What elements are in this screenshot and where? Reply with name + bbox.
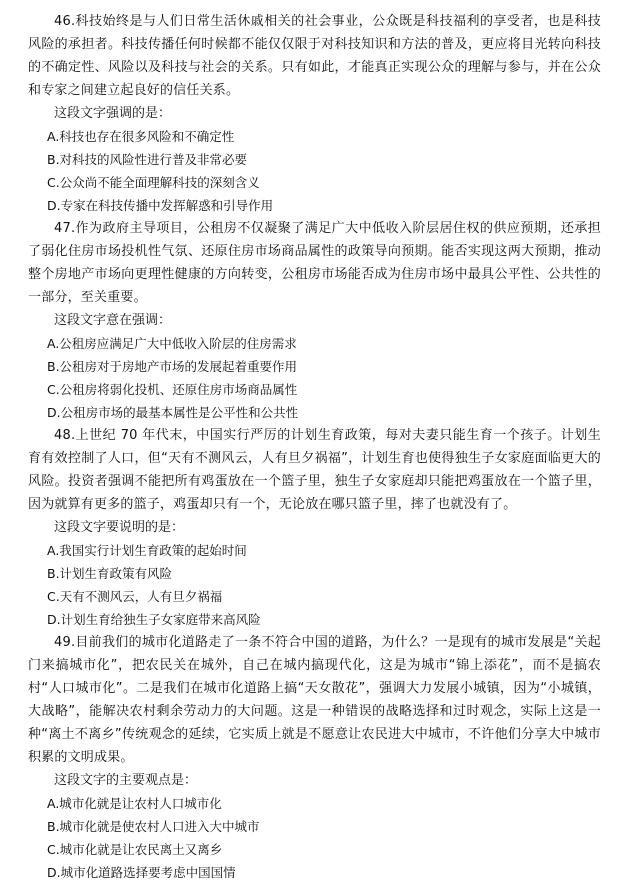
option-list (28, 539, 601, 631)
option-c: C.公租房将弱化投机、还原住房市场商品属性 (47, 382, 298, 397)
question-46 (28, 10, 601, 217)
option-list (28, 332, 601, 424)
option-a: A.我国实行计划生育政策的起始时间 (47, 543, 247, 558)
question-prompt: 这段文字要说明的是： (54, 520, 185, 535)
option-a: A.城市化就是让农村人口城市化 (47, 796, 222, 811)
option-list (28, 125, 601, 217)
option-c: C.公众尚不能全面理解科技的深刻含义 (47, 175, 260, 190)
option-c: C.城市化就是让农民离土又离乡 (47, 842, 223, 857)
option-b: B.城市化就是使农村人口进入大中城市 (47, 819, 260, 834)
option-b: B.公租房对于房地产市场的发展起着重要作用 (47, 359, 298, 374)
option-d: D.专家在科技传播中发挥解惑和引导作用 (47, 198, 274, 213)
question-stem: 48.上世纪 70 年代末，中国实行严厉的计划生育政策，每对夫妻只能生育一个孩子。计划生育有效控制了人口，但“天有不测风云，人有旦夕祸福”，计划生育也使得独生子女家庭面临更大的风险。投资者强调不能把所有鸡蛋放在一个篮子里，独生子女家庭却只能把鸡蛋放在一个篮子里，因为就算有更多的篮子，鸡蛋却只有一个，无论放在哪只篮子里，摔了也就没有了。 (28, 428, 601, 512)
option-list (28, 792, 601, 884)
question-stem: 47.作为政府主导项目，公租房不仅凝聚了满足广大中低收入阶层居住权的供应预期，还承担了弱化住房市场投机性气氛、还原住房市场商品属性的政策导向预期。能否实现这两大预期，推动整个房地产市场向更理性健康的方向转变，公租房市场能否成为住房市场中最具公平性、公共性的一部分，至关重要。 (28, 221, 601, 305)
option-d: D.计划生育给独生子女家庭带来高风险 (47, 612, 261, 627)
question-stem: 49.目前我们的城市化道路走了一条不符合中国的道路，为什么？一是现有的城市发展是“关起门来搞城市化”，把农民关在城外，自己在城内搞现代化，这是为城市“锦上添花”，而不是搞农村“人口城市化”。二是我们在城市化道路上搞“天女散花”，强调大力发展小城镇，因为“小城镇，大战略”，能解决农村剩余劳动力的大问题。这是一种错误的战略选择和过时观念，实际上这是一种“离土不离乡”传统观念的延续，它实质上就是不愿意让农民进大中城市，不许他们分享大中城市积累的文明成果。 (28, 635, 601, 765)
question-47 (28, 217, 601, 424)
option-d: D.公租房市场的最基本属性是公平性和公共性 (47, 405, 299, 420)
question-prompt: 这段文字意在强调： (54, 313, 172, 328)
question-48 (28, 424, 601, 631)
option-d: D.城市化道路选择要考虑中国国情 (47, 865, 236, 880)
question-49 (28, 631, 601, 884)
option-b: B.计划生育政策有风险 (47, 566, 173, 581)
question-prompt: 这段文字的主要观点是： (54, 773, 198, 788)
option-a: A.科技也存在很多风险和不确定性 (47, 129, 235, 144)
question-stem: 46.科技始终是与人们日常生活休戚相关的社会事业，公众既是科技福利的享受者，也是科技风险的承担者。科技传播任何时候都不能仅仅限于对科技知识和方法的普及，更应将目光转向科技的不确定性、风险以及科技与社会的关系。只有如此，才能真正实现公众的理解与参与，并在公众和专家之间建立起良好的信任关系。 (28, 14, 601, 98)
option-c: C.天有不测风云，人有旦夕祸福 (47, 589, 223, 604)
question-prompt: 这段文字强调的是： (54, 106, 172, 121)
option-a: A.公租房应满足广大中低收入阶层的住房需求 (47, 336, 297, 351)
option-b: B.对科技的风险性进行普及非常必要 (47, 152, 248, 167)
